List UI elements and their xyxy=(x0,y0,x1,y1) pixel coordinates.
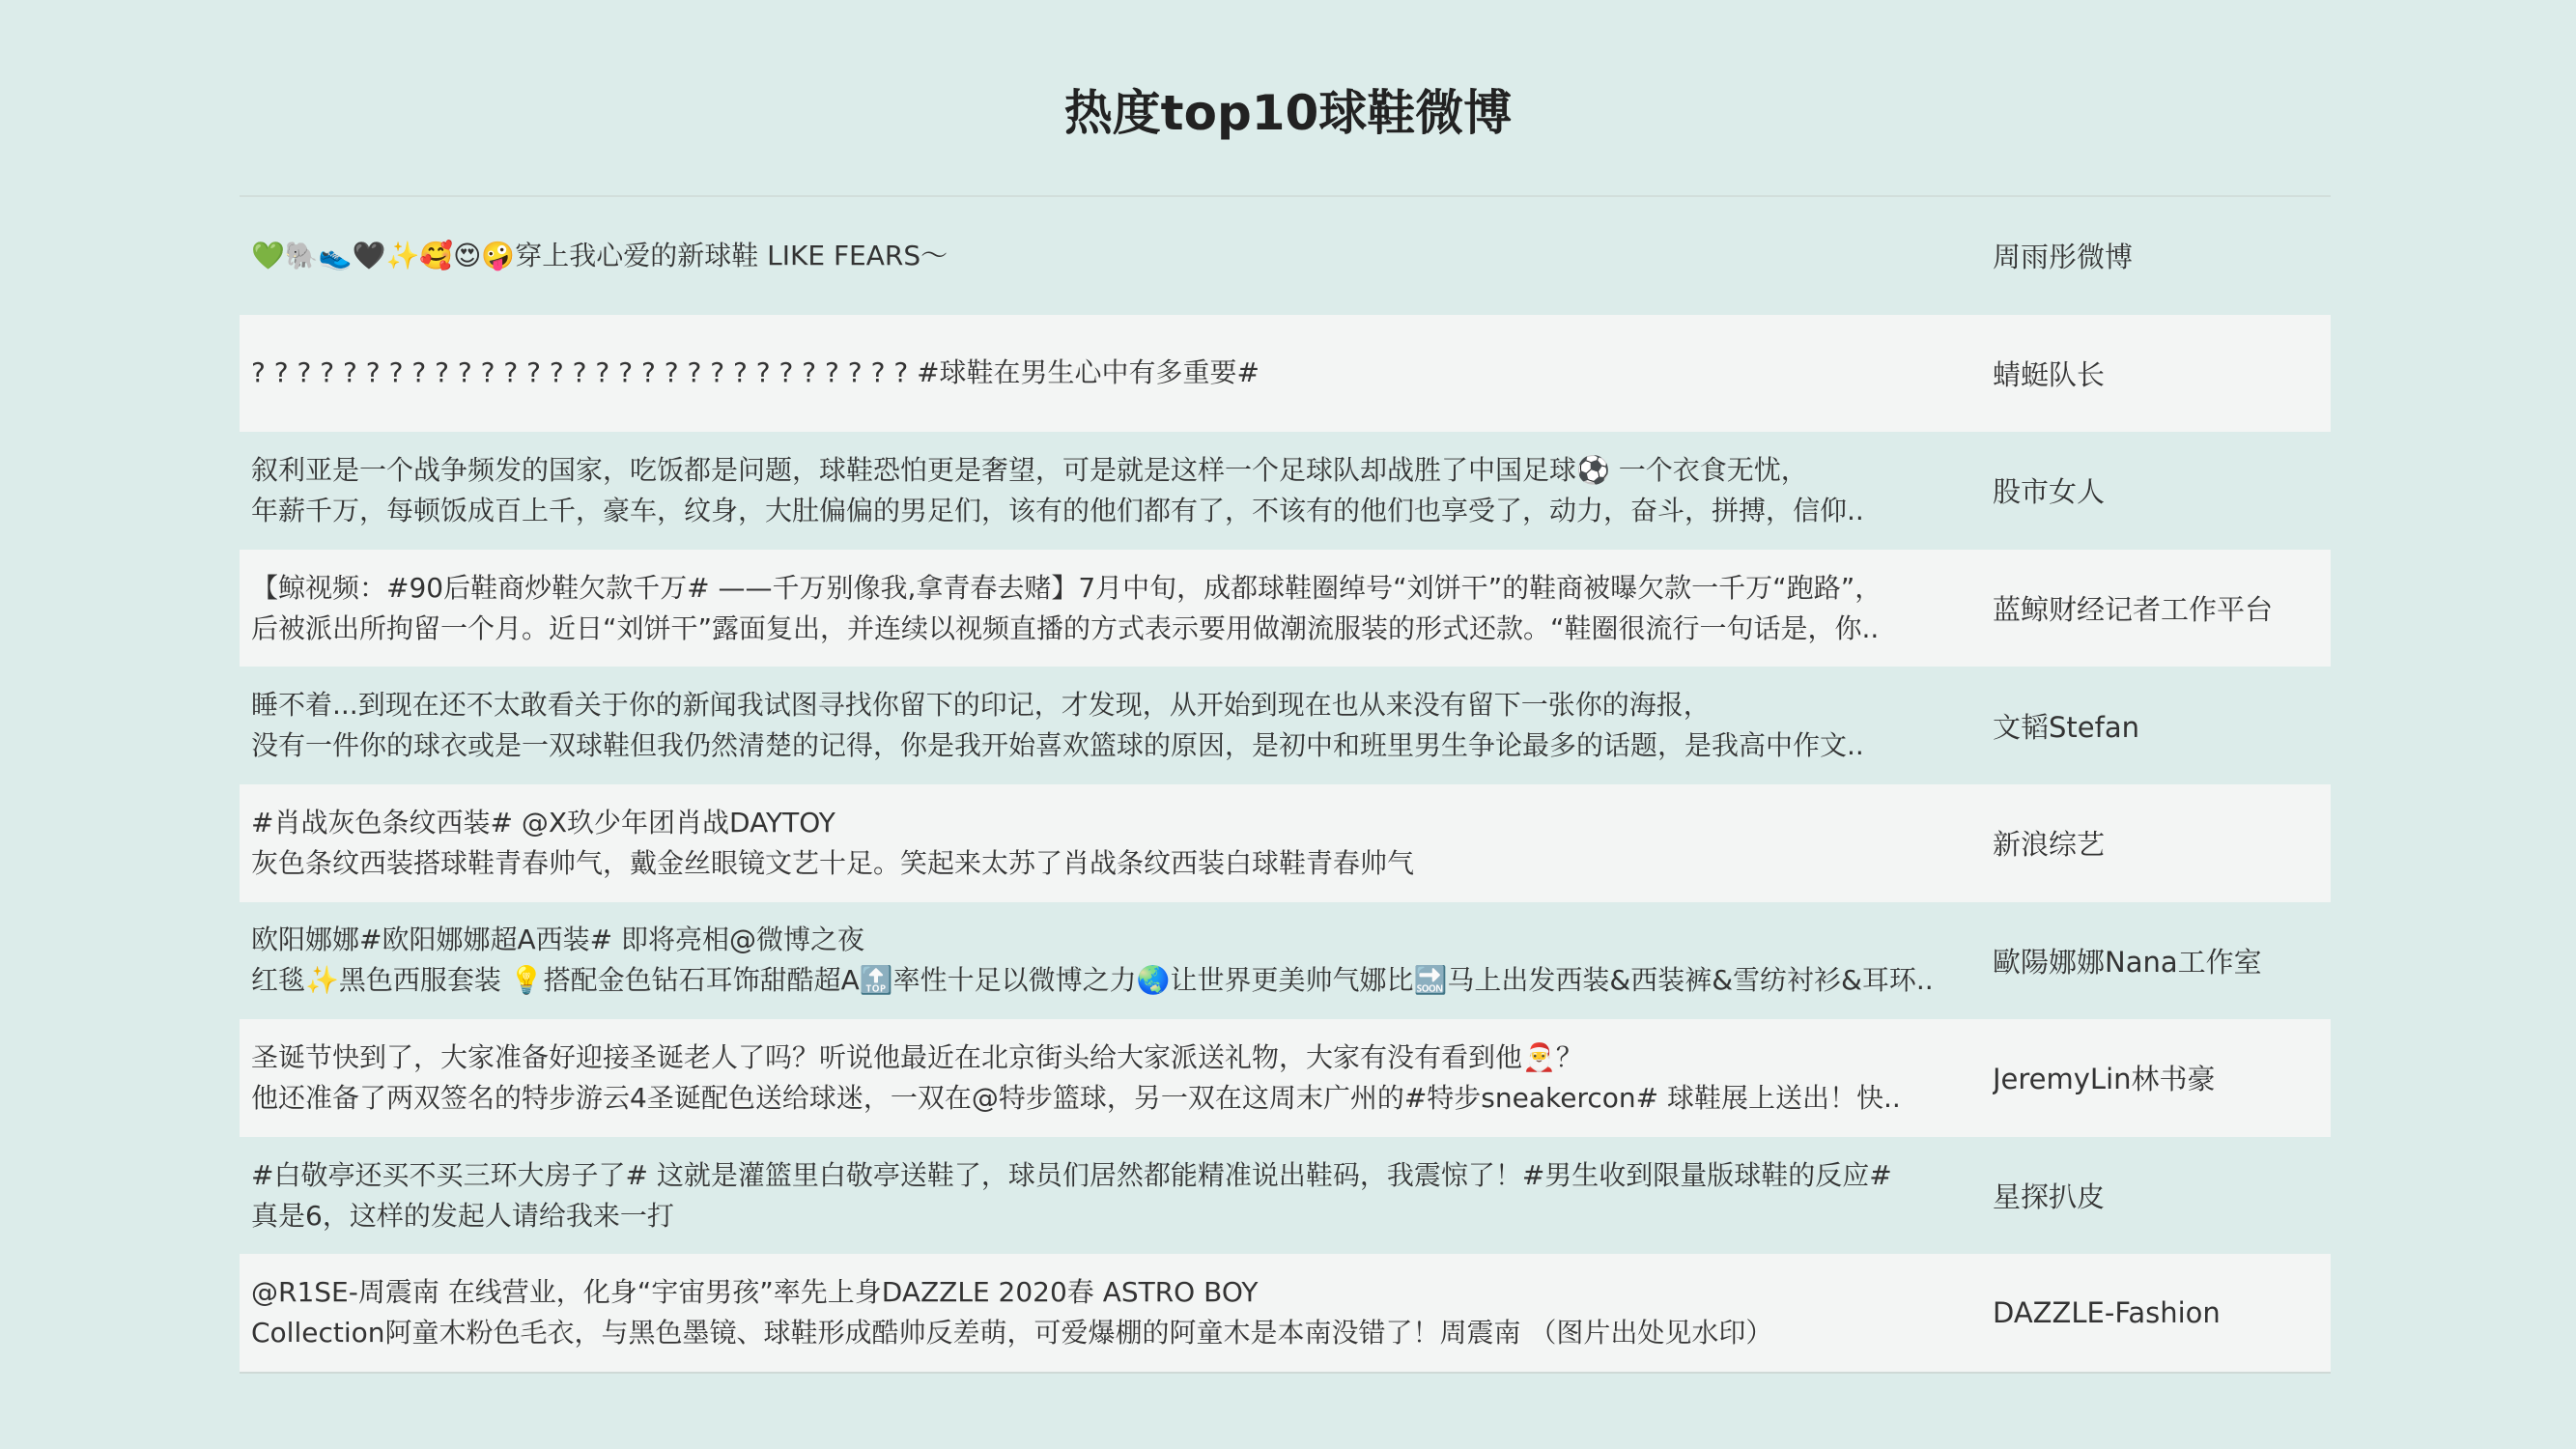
author-cell: 星探扒皮 xyxy=(1993,1180,2106,1214)
author-cell: 股市女人 xyxy=(1993,475,2106,509)
table-row xyxy=(240,432,2331,550)
post-content-cell xyxy=(251,902,1978,1020)
table-row xyxy=(240,1137,2331,1255)
table-row xyxy=(240,902,2331,1020)
post-content-line: 他还准备了两双签名的特步游云4圣诞配色送给球迷，一双在@特步篮球，另一双在这周末广州的#特步sneakercon# 球鞋展上送出！快.. xyxy=(251,1081,1901,1114)
post-content-cell xyxy=(251,315,1978,433)
post-content-line: Collection阿童木粉色毛衣，与黑色墨镜、球鞋形成酷帅反差萌，可爱爆棚的阿童木是本南没错了！周震南 （图片出处见水印） xyxy=(251,1317,1773,1350)
post-content-cell xyxy=(251,667,1978,784)
post-content-cell xyxy=(251,432,1978,550)
post-content-line: 红毯✨黑色西服套装 💡搭配金色钻石耳饰甜酷超A🔝率性十足以微博之力🌏让世界更美帅气娜比🔜马上出发西装&西装裤&雪纺衬衫&耳环.. xyxy=(251,964,1934,997)
post-content-line: 叙利亚是一个战争频发的国家，吃饭都是问题，球鞋恐怕更是奢望，可是就是这样一个足球队却战胜了中国足球⚽️ 一个衣食无忧， xyxy=(251,453,1808,486)
post-content-line: 没有一件你的球衣或是一双球鞋但我仍然清楚的记得，你是我开始喜欢篮球的原因，是初中和班里男生争论最多的话题，是我高中作文.. xyxy=(251,729,1864,762)
table-row xyxy=(240,315,2331,433)
table-row xyxy=(240,197,2331,315)
author-cell: 蜻蜓队长 xyxy=(1993,357,2106,391)
post-content-cell xyxy=(251,1254,1978,1372)
post-content-cell xyxy=(251,1137,1978,1255)
post-content-line: 圣诞节快到了，大家准备好迎接圣诞老人了吗？听说他最近在北京街头给大家派送礼物，大家有没有看到他🎅？ xyxy=(251,1040,1583,1073)
table-row xyxy=(240,1254,2331,1372)
table-row xyxy=(240,784,2331,902)
post-content-line: 真是6，这样的发起人请给我来一打 xyxy=(251,1199,674,1232)
post-content-line: 【鲸视频：#90后鞋商炒鞋欠款千万# ——千万别像我,拿青春去赌】7月中旬，成都球鞋圈绰号“刘饼干”的鞋商被曝欠款一千万“跑路”， xyxy=(251,571,1882,604)
post-content-cell xyxy=(251,1019,1978,1137)
author-cell: 新浪综艺 xyxy=(1993,828,2106,862)
chart-title: 热度top10球鞋微博 xyxy=(1063,85,1513,141)
author-cell: DAZZLE-Fashion xyxy=(1993,1296,2221,1330)
post-content-cell xyxy=(251,197,1978,315)
post-content-cell xyxy=(251,550,1978,668)
author-cell: 蓝鲸财经记者工作平台 xyxy=(1993,593,2274,627)
author-cell: JeremyLin林书豪 xyxy=(1993,1063,2216,1096)
post-content-line: #肖战灰色条纹西装# @X玖少年团肖战DAYTOY xyxy=(251,806,835,838)
post-content-line: 💚🐘👟🖤✨🥰😍🤪穿上我心爱的新球鞋 LIKE FEARS～ xyxy=(251,239,948,271)
post-content-line: 睡不着...到现在还不太敢看关于你的新闻我试图寻找你留下的印记，才发现，从开始到现在也从来没有留下一张你的海报， xyxy=(251,689,1711,722)
post-content-line: 年薪千万，每顿饭成百上千，豪车，纹身，大肚偏偏的男足们，该有的他们都有了，不该有的他们也享受了，动力，奋斗，拼搏，信仰.. xyxy=(251,494,1864,526)
table-row xyxy=(240,550,2331,668)
post-content-line: #白敬亭还买不买三环大房子了# 这就是灌篮里白敬亭送鞋了，球员们居然都能精准说出鞋码，我震惊了！#男生收到限量版球鞋的反应# xyxy=(251,1158,1892,1191)
table-row xyxy=(240,667,2331,784)
post-content-line: 灰色条纹西装搭球鞋青春帅气，戴金丝眼镜文艺十足。笑起来太苏了肖战条纹西装白球鞋青春帅气 xyxy=(251,846,1415,879)
table-row xyxy=(240,1019,2331,1137)
author-cell: 周雨彤微博 xyxy=(1993,241,2134,274)
weibo-table xyxy=(240,195,2331,1374)
author-cell: 文韬Stefan xyxy=(1993,710,2139,744)
post-content-line: @R1SE-周震南 在线营业，化身“宇宙男孩”率先上身DAZZLE 2020春 ASTRO BOY xyxy=(251,1276,1259,1309)
post-content-line: ? ? ? ? ? ? ? ? ? ? ? ? ? ? ? ? ? ? ? ? ? ? ? ? ? ? ? ? ? #球鞋在男生心中有多重要# xyxy=(251,356,1260,389)
author-cell: 歐陽娜娜Nana工作室 xyxy=(1993,945,2262,979)
post-content-cell xyxy=(251,784,1978,902)
post-content-line: 欧阳娜娜#欧阳娜娜超A西装# 即将亮相@微博之夜 xyxy=(251,923,864,956)
post-content-line: 后被派出所拘留一个月。近日“刘饼干”露面复出，并连续以视频直播的方式表示要用做潮流服装的形式还款。“鞋圈很流行一句话是，你.. xyxy=(251,611,1880,644)
